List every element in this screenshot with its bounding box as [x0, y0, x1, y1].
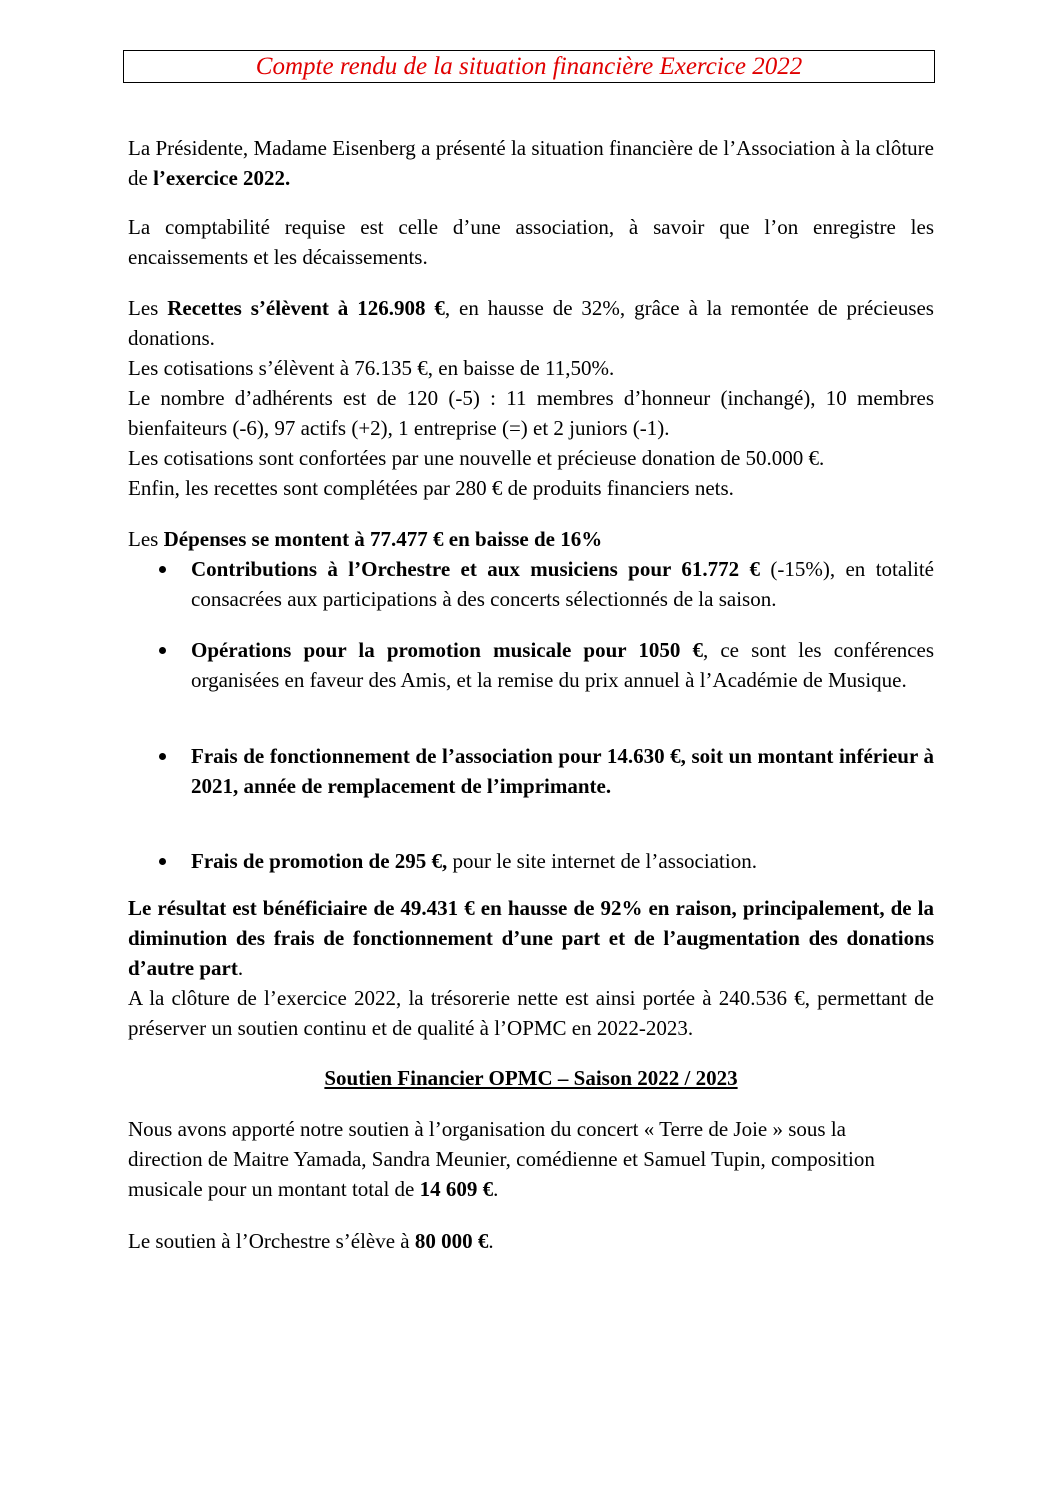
item-text: pour le site internet de l’association. [447, 849, 757, 873]
intro-text: La Présidente, Madame Eisenberg a présenté la situation financière de l’Association à la clôture de [128, 136, 934, 190]
list-item [128, 741, 934, 801]
produits-line: Enfin, les recettes sont complétées par 280 € de produits financiers nets. [128, 476, 734, 500]
recettes-bold: Recettes s’élèvent à 126.908 € [167, 296, 445, 320]
document-body [128, 133, 934, 1256]
item-bold: Contributions à l’Orchestre et aux musiciens pour 61.772 € [191, 557, 760, 581]
concert-paragraph [128, 1114, 918, 1204]
list-item [128, 554, 934, 614]
recettes-pre: Les [128, 296, 168, 320]
recettes-post: , en hausse de 32%, grâce à la remontée de précieuses donations. [128, 296, 934, 350]
resultat-post: . [237, 956, 244, 980]
cotisations-line: Les cotisations s’élèvent à 76.135 €, en baisse de 11,50%. [128, 356, 615, 380]
item-text: (-15%), en totalité consacrées aux participations à des concerts sélectionnés de la saison. [191, 557, 935, 611]
adherents-line: Le nombre d’adhérents est de 120 (-5) : 11 membres d’honneur (inchangé), 10 membres bienfaiteurs (-6), 97 actifs (+2), 1 entreprise (=) et 2 juniors (-1). [128, 386, 934, 440]
orchestre-text: Le soutien à l’Orchestre s’élève à [128, 1229, 415, 1253]
depenses-section [128, 524, 934, 876]
intro-paragraph [128, 133, 934, 193]
bullet-icon [159, 566, 166, 573]
depenses-list [128, 554, 934, 876]
list-item [128, 846, 934, 876]
concert-end: . [493, 1177, 499, 1201]
concert-text: Nous avons apporté notre soutien à l’organisation du concert « Terre de Joie » sous la direction de Maitre Yamada, Sandra Meunier, comédienne et Samuel Tupin, composition musicale pour un montant total de [128, 1117, 875, 1201]
recettes-paragraph [128, 293, 934, 353]
resultat-paragraph [128, 893, 934, 983]
bullet-icon [159, 753, 166, 760]
title-box [123, 50, 935, 83]
depenses-pre: Les [128, 527, 164, 551]
resultat-section [128, 893, 934, 1043]
intro-bold: l’exercice 2022. [153, 166, 291, 190]
item-bold: Opérations pour la promotion musicale pour 1050 € [191, 638, 703, 662]
document-title: Compte rendu de la situation financière Exercice 2022 [255, 53, 803, 80]
item-bold: Frais de promotion de 295 €, [191, 849, 448, 873]
orchestre-end: . [488, 1229, 494, 1253]
depenses-heading [128, 524, 934, 554]
donation-line: Les cotisations sont confortées par une nouvelle et précieuse donation de 50.000 €. [128, 446, 825, 470]
list-item [128, 635, 934, 695]
concert-amount: 14 609 € [419, 1177, 494, 1201]
resultat-bold: Le résultat est bénéficiaire de 49.431 € en hausse de 92% en raison, principalement, de la diminution des frais de fonctionnement d’une part et de l’augmentation des donations d’autre part [128, 896, 934, 980]
tresorerie-line: A la clôture de l’exercice 2022, la trésorerie nette est ainsi portée à 240.536 €, permettant de préserver un soutien continu et de qualité à l’OPMC en 2022-2023. [128, 986, 934, 1040]
item-bold: Frais de fonctionnement de l’association pour 14.630 €, soit un montant inférieur à 2021, année de remplacement de l’imprimante. [191, 744, 934, 798]
item-text: , ce sont les conférences organisées en faveur des Amis, et la remise du prix annuel à l’Académie de Musique. [191, 638, 935, 692]
orchestre-amount: 80 000 € [414, 1229, 489, 1253]
bullet-icon [159, 647, 166, 654]
bullet-icon [159, 858, 166, 865]
orchestre-paragraph [128, 1226, 934, 1256]
soutien-heading: Soutien Financier OPMC – Saison 2022 / 2023 [324, 1066, 738, 1090]
comptabilite-paragraph: La comptabilité requise est celle d’une association, à savoir que l’on enregistre les encaissements et les décaissements. [128, 215, 934, 269]
recettes-section [128, 293, 934, 503]
depenses-bold: Dépenses se montent à 77.477 € en baisse de 16% [163, 527, 603, 551]
